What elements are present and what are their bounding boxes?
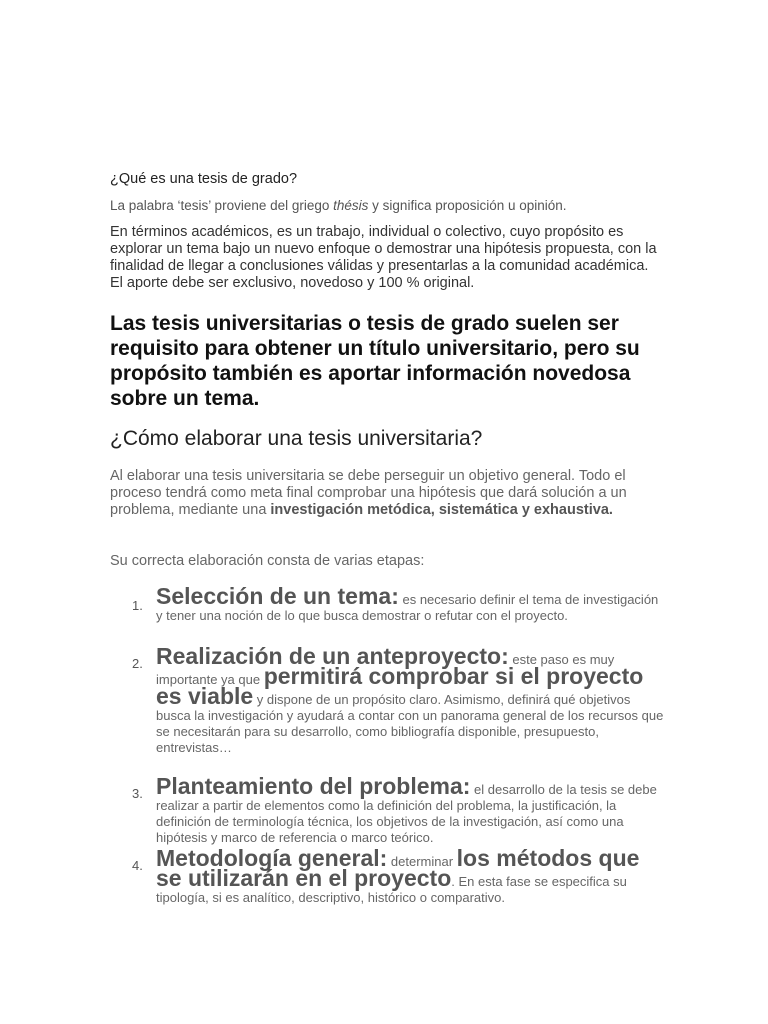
objective-text: Al elaborar una tesis universitaria se debe perseguir un objetivo general. Todo el proceso tendrá como meta final comprobar una hipótesis que dará solución a un problema, mediante una (110, 468, 627, 518)
item-title: Selección de un tema: (156, 583, 399, 609)
origin-text: La palabra ‘tesis’ proviene del griego (110, 198, 334, 213)
item-text: es necesario definir el tema de investigación y tener una noción de lo que busca demostrar o refutar con el proyecto. (156, 592, 659, 623)
item-text-end: . En esta fase se especifica su tipología, si es analítico, descriptivo, histórico o comparativo. (156, 874, 627, 905)
item-text: este paso es muy importante ya que (156, 652, 615, 687)
item-title: Metodología general: (156, 845, 388, 871)
origin-paragraph (110, 198, 660, 214)
origin-text-end: y significa proposición u opinión. (368, 198, 567, 213)
item-title: Planteamiento del problema: (156, 773, 471, 799)
item-text: determinar (387, 854, 457, 869)
item-text: el desarrollo de la tesis se debe realizar a partir de elementos como la definición del problema, la justificación, la definición de terminología técnica, los objetivos de la investigación, así como una hipótesis y marco de referencia o marco teórico. (156, 782, 657, 845)
item-number: 4. (132, 858, 143, 873)
origin-word: thésis (333, 198, 369, 213)
item-emphasis: los métodos que se utilizarán en el proyecto (156, 845, 640, 891)
item-body (156, 583, 664, 624)
objective-paragraph (110, 468, 660, 519)
item-text-end: y dispone de un propósito claro. Asimismo, definirá qué objetivos busca la investigación y ayudará a contar con un panorama general de los recursos que se necesitarán para su desarrollo, como bibliografía disponible, presupuesto, entrevistas… (156, 692, 664, 755)
item-title: Realización de un anteproyecto: (156, 643, 509, 669)
highlight-heading: Las tesis universitarias o tesis de grado suelen ser requisito para obtener un título universitario, pero su propósito también es aportar información novedosa sobre un tema. (110, 312, 640, 410)
question-heading: ¿Qué es una tesis de grado? (110, 171, 298, 187)
item-number: 3. (132, 786, 143, 801)
objective-bold: investigación metódica, sistemática y exhaustiva. (270, 502, 613, 518)
item-emphasis: permitirá comprobar si el proyecto es viable (156, 663, 644, 709)
item-body (156, 643, 664, 756)
stages-intro: Su correcta elaboración consta de varias etapas: (110, 553, 425, 569)
definition-paragraph: En términos académicos, es un trabajo, individual o colectivo, cuyo propósito es explorar un tema bajo un nuevo enfoque o demostrar una hipótesis propuesta, con la finalidad de llegar a conclusiones válidas y presentarlas a la comunidad académica. El aporte debe ser exclusivo, novedoso y 100 % original. (110, 224, 657, 291)
item-number: 1. (132, 598, 143, 613)
how-to-heading: ¿Cómo elaborar una tesis universitaria? (110, 427, 483, 450)
item-number: 2. (132, 656, 143, 671)
item-body (156, 773, 664, 846)
item-body (156, 845, 664, 906)
